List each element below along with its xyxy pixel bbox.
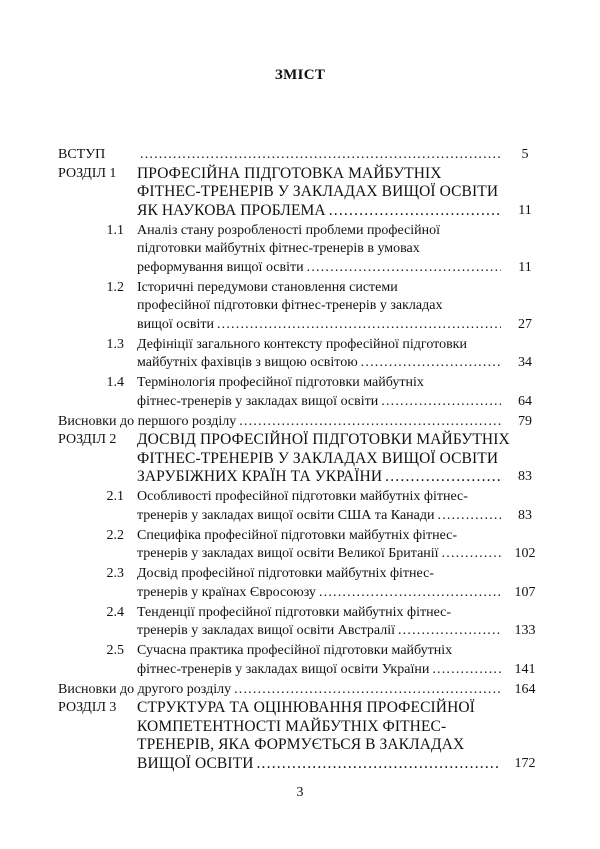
toc-entry-title-line: майбутніх фахівців з вищою освітою bbox=[137, 355, 358, 370]
toc-entry-intro bbox=[0, 146, 600, 165]
toc-entry-title-line: ФІТНЕС-ТРЕНЕРІВ У ЗАКЛАДАХ ВИЩОЇ ОСВІТИ bbox=[137, 449, 499, 467]
toc-entry-title-line: Висновки до першого розділу bbox=[58, 413, 237, 429]
toc-entry-page: 83 bbox=[518, 469, 532, 484]
toc-entry-title-line: Аналіз стану розробленості проблеми професійної bbox=[137, 222, 441, 238]
toc-entry-number: 1.1 bbox=[106, 222, 124, 238]
toc-entry-number: 2.4 bbox=[106, 604, 124, 620]
dot-leader bbox=[140, 146, 501, 165]
dot-leader bbox=[442, 545, 501, 564]
toc-entry-title-line: вищої освіти bbox=[137, 316, 214, 332]
toc-entry-section-2-2 bbox=[0, 527, 600, 564]
toc-entry-chapter-2 bbox=[0, 431, 600, 487]
toc-entry-title-line: тренерів у країнах Євросоюзу bbox=[137, 584, 316, 600]
toc-entry-title-line: Висновки до другого розділу bbox=[58, 681, 232, 697]
toc-entry-number: 1.4 bbox=[106, 375, 124, 390]
toc-entry-number: 1.3 bbox=[106, 336, 124, 352]
toc-entry-title-line: Термінологія професійної підготовки майбутніх bbox=[137, 375, 424, 390]
toc-entry-title-line: ТРЕНЕРІВ, ЯКА ФОРМУЄТЬСЯ В ЗАКЛАДАХ bbox=[137, 736, 465, 753]
toc-entry-page: 11 bbox=[518, 202, 532, 218]
toc-entry-title-line: ПРОФЕСІЙНА ПІДГОТОВКА МАЙБУТНІХ bbox=[137, 164, 442, 182]
toc-entry-title-line: Тенденції професійної підготовки майбутніх фітнес- bbox=[137, 604, 452, 620]
toc-entry-title-line: ЗАРУБІЖНИХ КРАЇН ТА УКРАЇНИ bbox=[137, 468, 383, 485]
toc-entry-number: 2.1 bbox=[106, 489, 124, 504]
toc-entry-section-1-4 bbox=[0, 374, 600, 411]
toc-entry-title-line: ВИЩОЇ ОСВІТИ bbox=[137, 754, 254, 772]
toc-entry-label: РОЗДІЛ 3 bbox=[58, 700, 117, 715]
toc-entry-number: 1.2 bbox=[106, 279, 124, 295]
toc-entry-page: 64 bbox=[518, 393, 532, 409]
dot-leader bbox=[319, 584, 501, 603]
toc-entry-page: 79 bbox=[518, 413, 532, 429]
toc-entry-section-1-2 bbox=[0, 279, 600, 335]
toc-entry-page: 102 bbox=[514, 546, 536, 561]
dot-leader bbox=[234, 681, 501, 700]
toc-entry-label: ВСТУП bbox=[58, 147, 106, 162]
dot-leader bbox=[361, 354, 501, 373]
toc-entry-section-2-5 bbox=[0, 642, 600, 679]
toc-entry-page: 83 bbox=[518, 507, 532, 523]
table-of-contents bbox=[0, 146, 600, 773]
toc-entry-label: РОЗДІЛ 1 bbox=[58, 165, 117, 181]
toc-entry-title-line: Специфіка професійної підготовки майбутніх фітнес- bbox=[137, 527, 458, 543]
dot-leader bbox=[438, 507, 502, 526]
toc-entry-page: 27 bbox=[518, 316, 532, 332]
toc-entry-page: 5 bbox=[521, 147, 529, 162]
dot-leader bbox=[432, 661, 501, 680]
toc-entry-title-line: фітнес-тренерів у закладах вищої освіти bbox=[137, 393, 379, 409]
dot-leader bbox=[329, 202, 501, 221]
toc-entry-section-2-4 bbox=[0, 604, 600, 641]
toc-entry-title-line: СТРУКТУРА ТА ОЦІНЮВАННЯ ПРОФЕСІЙНОЇ bbox=[137, 699, 475, 716]
toc-entry-conclusions-2 bbox=[0, 681, 600, 700]
page-number: 3 bbox=[296, 785, 304, 800]
toc-entry-section-1-1 bbox=[0, 222, 600, 278]
toc-entry-number: 2.5 bbox=[106, 643, 124, 658]
dot-leader bbox=[385, 468, 501, 487]
toc-entry-page: 107 bbox=[514, 584, 536, 600]
toc-entry-title-line: професійної підготовки фітнес-тренерів у закладах bbox=[137, 298, 443, 313]
dot-leader bbox=[307, 259, 501, 278]
toc-entry-title-line: Досвід професійної підготовки майбутніх фітнес- bbox=[137, 566, 434, 581]
toc-entry-title-line: тренерів у закладах вищої освіти Великої Британії bbox=[137, 546, 439, 561]
toc-entry-title-line: ДОСВІД ПРОФЕСІЙНОЇ ПІДГОТОВКИ МАЙБУТНІХ bbox=[137, 431, 510, 448]
toc-entry-page: 164 bbox=[514, 681, 536, 697]
toc-entry-page: 11 bbox=[518, 259, 532, 275]
toc-entry-conclusions-1 bbox=[0, 413, 600, 432]
toc-entry-title-line: тренерів у закладах вищої освіти Австралії bbox=[137, 623, 395, 638]
toc-entry-chapter-3 bbox=[0, 699, 600, 773]
toc-entry-title-line: реформування вищої освіти bbox=[137, 259, 304, 275]
toc-entry-page: 133 bbox=[514, 623, 536, 638]
toc-entry-title-line: Дефініції загального контексту професійної підготовки bbox=[137, 336, 467, 352]
toc-entry-number: 2.3 bbox=[106, 566, 124, 581]
toc-entry-title-line: ЯК НАУКОВА ПРОБЛЕМА bbox=[137, 201, 326, 219]
dot-leader bbox=[217, 316, 501, 335]
toc-entry-number: 2.2 bbox=[106, 527, 124, 543]
toc-entry-page: 172 bbox=[514, 755, 536, 771]
toc-entry-page: 141 bbox=[514, 661, 536, 677]
toc-entry-title-line: підготовки майбутніх фітнес-тренерів в умовах bbox=[137, 241, 420, 256]
toc-entry-title-line: Особливості професійної підготовки майбутніх фітнес- bbox=[137, 489, 468, 504]
toc-entry-page: 34 bbox=[518, 355, 532, 370]
dot-leader bbox=[381, 393, 501, 412]
toc-entry-title-line: тренерів у закладах вищої освіти США та Канади bbox=[137, 507, 435, 523]
dot-leader bbox=[239, 413, 501, 432]
toc-entry-title-line: Історичні передумови становлення системи bbox=[137, 279, 398, 295]
toc-entry-title-line: фітнес-тренерів у закладах вищої освіти України bbox=[137, 661, 430, 677]
toc-entry-chapter-1 bbox=[0, 165, 600, 221]
toc-entry-section-1-3 bbox=[0, 336, 600, 373]
toc-entry-section-2-1 bbox=[0, 488, 600, 525]
toc-entry-section-2-3 bbox=[0, 565, 600, 602]
toc-entry-title-line: КОМПЕТЕНТНОСТІ МАЙБУТНІХ ФІТНЕС- bbox=[137, 717, 447, 735]
toc-entry-title-line: ФІТНЕС-ТРЕНЕРІВ У ЗАКЛАДАХ ВИЩОЇ ОСВІТИ bbox=[137, 183, 499, 200]
dot-leader bbox=[256, 755, 501, 774]
page-title: ЗМІСТ bbox=[274, 67, 326, 83]
toc-entry-title-line: Сучасна практика професійної підготовки майбутніх bbox=[137, 643, 453, 658]
dot-leader bbox=[398, 622, 501, 641]
toc-entry-label: РОЗДІЛ 2 bbox=[58, 432, 117, 447]
